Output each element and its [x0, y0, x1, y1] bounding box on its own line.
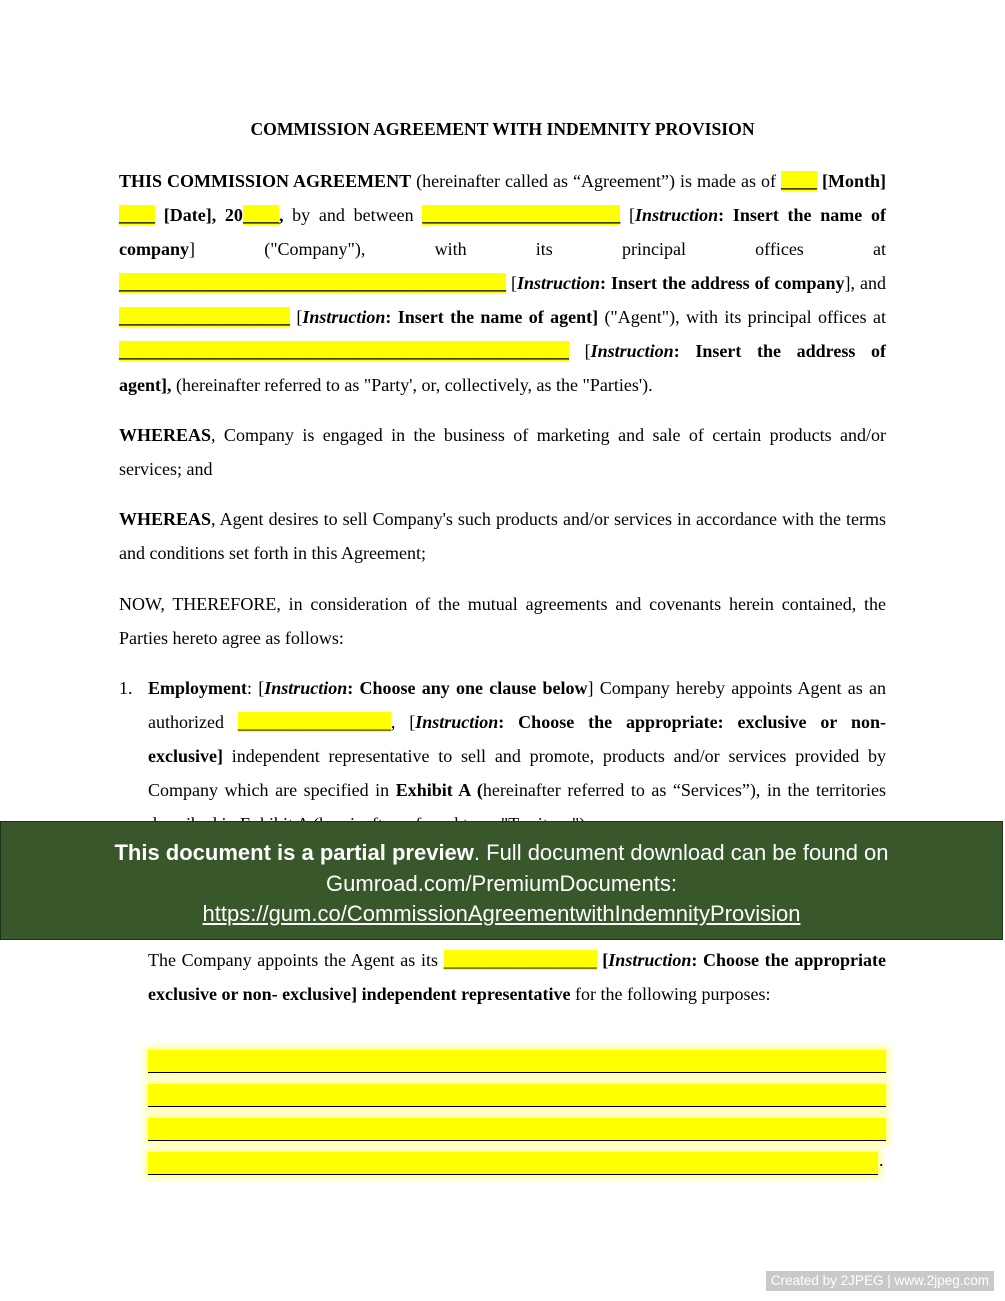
- instruction-label: Instruction: [635, 205, 719, 225]
- blank-company-name[interactable]: ______________________: [422, 205, 621, 225]
- now-therefore-paragraph: NOW, THEREFORE, in consideration of the mutual agreements and covenants herein contained, the Parties hereto agree as follows:: [119, 594, 886, 648]
- blank-year[interactable]: ____: [242, 205, 279, 225]
- blank-exclusivity[interactable]: _________________: [237, 712, 391, 732]
- banner-download-link[interactable]: https://gum.co/CommissionAgreementwithIndemnityProvision: [202, 901, 801, 926]
- intro-text: (hereinafter called as “Agreement”) is made as of: [411, 171, 781, 191]
- bracket: [: [620, 205, 636, 225]
- clause-number: 1.: [119, 678, 133, 698]
- instruction-text: : Choose any one clause below: [347, 678, 588, 698]
- purpose-blank-line[interactable]: [148, 1050, 886, 1073]
- bracket: : [: [247, 678, 265, 698]
- bracket: , [: [390, 712, 416, 732]
- instruction-text: : Insert the name of agent]: [385, 307, 599, 327]
- instruction-text: : Insert the address of company: [600, 273, 845, 293]
- clause-heading: Employment: [148, 678, 247, 698]
- intro-lead: THIS COMMISSION AGREEMENT: [119, 171, 412, 191]
- purpose-blank-line[interactable]: [148, 1118, 886, 1141]
- clause-text: ] Company hereby appoints Agent as an authorized: [148, 678, 886, 732]
- blank-exclusivity-alt[interactable]: _________________: [443, 950, 597, 970]
- banner-text: . Full document download can be found on: [473, 840, 889, 865]
- bracket: [: [596, 950, 609, 970]
- instruction-text: : Insert the address of agent],: [119, 341, 886, 395]
- comma: ,: [278, 205, 284, 225]
- whereas-paragraph-2: [119, 502, 886, 570]
- purpose-blank-line[interactable]: [148, 1152, 878, 1175]
- clause-text: The Company appoints the Agent as its: [148, 950, 444, 970]
- instruction-text: : Insert the name of company: [119, 205, 886, 259]
- instruction-label: Instruction: [415, 712, 499, 732]
- blank-day[interactable]: ____: [780, 171, 817, 191]
- whereas-text: , Agent desires to sell Company's such products and/or services in accordance with the terms and conditions set forth in this Agreement;: [119, 509, 886, 563]
- clause-text: for the following purposes:: [570, 984, 771, 1004]
- banner-line-2: Gumroad.com/PremiumDocuments:: [326, 870, 677, 896]
- intro-text: ("Agent"), with its principal offices at: [598, 307, 886, 327]
- clause-1-paragraph: [148, 671, 886, 841]
- instruction-label: Instruction: [302, 307, 386, 327]
- blank-agent-name[interactable]: ___________________: [119, 307, 290, 327]
- purpose-blank-line[interactable]: [148, 1084, 886, 1107]
- intro-text: ] ("Company"), with its principal offices at: [189, 239, 886, 259]
- blank-agent-address[interactable]: __________________________________________________: [119, 341, 569, 361]
- whereas-lead: WHEREAS: [119, 509, 212, 529]
- blank-month[interactable]: ____: [119, 205, 155, 225]
- intro-text: (hereinafter referred to as "Party', or, collectively, as the "Parties').: [171, 375, 653, 395]
- whereas-lead: WHEREAS: [119, 425, 212, 445]
- purpose-period: .: [879, 1150, 884, 1170]
- bracket: [: [290, 307, 303, 327]
- bracket: [: [569, 341, 591, 361]
- month-label: [Month]: [816, 171, 886, 191]
- watermark: Created by 2JPEG | www.2jpeg.com: [766, 1271, 994, 1291]
- banner-bold-text: This document is a partial preview: [114, 840, 474, 865]
- clause-text: independent representative to sell and promote, products and/or services provided by Company which are specified in: [148, 746, 886, 800]
- document-title: COMMISSION AGREEMENT WITH INDEMNITY PROVISION: [250, 119, 755, 139]
- instruction-label: Instruction: [608, 950, 692, 970]
- date-label: [Date], 20: [155, 205, 243, 225]
- whereas-paragraph-1: [119, 418, 886, 486]
- instruction-label: Instruction: [516, 273, 601, 293]
- instruction-text: : Choose the appropriate exclusive or non- exclusive] independent representative: [148, 950, 887, 1004]
- blank-company-address[interactable]: ___________________________________________: [119, 273, 506, 293]
- instruction-label: Instruction: [264, 678, 348, 698]
- intro-text: ], and: [844, 273, 887, 293]
- clause-text: hereinafter referred to as “Services”), in the territories: [482, 780, 887, 800]
- intro-paragraph: [119, 164, 886, 402]
- bracket: [: [506, 273, 517, 293]
- exhibit-ref: Exhibit A (: [395, 780, 483, 800]
- whereas-text: , Company is engaged in the business of marketing and sale of certain products and/or services; and: [119, 425, 886, 479]
- instruction-text: : Choose the appropriate: exclusive or non- exclusive]: [148, 712, 886, 766]
- banner-line-1: [1, 838, 1002, 869]
- instruction-label: Instruction: [590, 341, 674, 361]
- clause-1-alt-paragraph: [148, 943, 886, 1011]
- intro-text: by and between: [283, 205, 423, 225]
- preview-banner: [0, 821, 1003, 940]
